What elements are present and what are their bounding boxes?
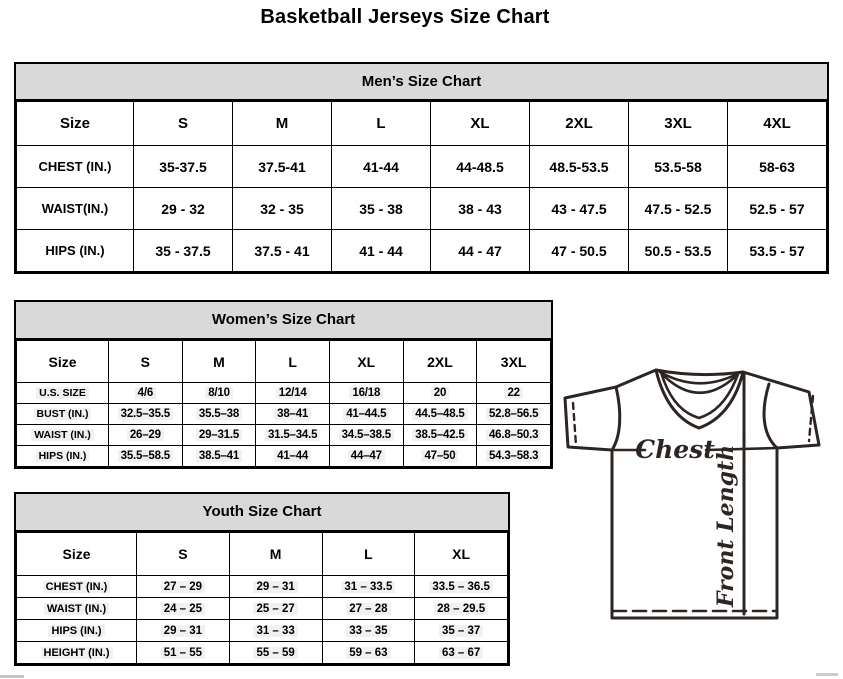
youth-size-table xyxy=(14,492,510,666)
size-value: 29–31.5 xyxy=(196,429,242,441)
size-value-cell xyxy=(229,642,322,664)
size-value: 44–47 xyxy=(348,450,385,462)
size-value: 48.5-53.5 xyxy=(549,158,609,175)
row-label xyxy=(17,146,134,188)
row-label-text: WAIST (IN.) xyxy=(44,603,109,615)
row-label-text: WAIST(IN.) xyxy=(41,201,109,216)
row-label-text: HIPS (IN.) xyxy=(45,243,105,258)
size-value-cell xyxy=(403,425,477,446)
row-label-text: HIPS (IN.) xyxy=(48,625,104,637)
size-value: 41–44.5 xyxy=(343,408,389,420)
table-row xyxy=(17,642,508,664)
size-value: 35 – 37 xyxy=(439,625,483,637)
size-value: 41 - 44 xyxy=(359,242,403,259)
size-value: 27 – 29 xyxy=(161,581,205,593)
size-value-cell xyxy=(415,620,508,642)
size-value-cell xyxy=(322,620,415,642)
size-value-cell xyxy=(728,146,827,188)
size-value-cell xyxy=(329,383,403,404)
size-value-cell xyxy=(229,576,322,598)
table-row xyxy=(17,446,551,467)
size-value-cell xyxy=(233,230,332,272)
size-value: 41-44 xyxy=(363,158,399,175)
size-value-cell xyxy=(332,188,431,230)
size-value-cell xyxy=(431,188,530,230)
size-value: 38.5–42.5 xyxy=(412,429,467,441)
size-value-cell xyxy=(182,446,256,467)
womens-size-table xyxy=(14,300,553,469)
column-header: XL xyxy=(415,533,508,576)
jersey-outline-icon xyxy=(555,362,843,628)
page-title: Basketball Jerseys Size Chart xyxy=(260,6,550,28)
size-value: 8/10 xyxy=(205,387,233,399)
size-value-cell xyxy=(530,188,629,230)
table-row xyxy=(17,404,551,425)
table-row xyxy=(17,383,551,404)
size-value-cell xyxy=(332,146,431,188)
size-value: 54.3–58.3 xyxy=(486,450,541,462)
size-value-cell xyxy=(134,146,233,188)
size-value: 52.5 - 57 xyxy=(749,200,805,217)
size-value: 31 – 33.5 xyxy=(341,581,395,593)
size-value-cell xyxy=(256,425,330,446)
column-header: L xyxy=(332,102,431,146)
size-value-cell xyxy=(322,576,415,598)
size-value: 44-48.5 xyxy=(456,158,504,175)
left-cuff-dashed-line xyxy=(573,403,576,445)
column-header: M xyxy=(182,341,256,383)
size-value: 35 - 37.5 xyxy=(155,242,211,259)
size-value: 27 – 28 xyxy=(346,603,390,615)
column-header: 2XL xyxy=(530,102,629,146)
size-value-cell xyxy=(182,383,256,404)
size-value-cell xyxy=(329,425,403,446)
size-value: 22 xyxy=(504,387,522,399)
size-value-cell xyxy=(109,425,183,446)
row-label xyxy=(17,425,109,446)
size-value: 12/14 xyxy=(276,387,310,399)
row-label-text: BUST (IN.) xyxy=(34,408,92,420)
column-header: L xyxy=(322,533,415,576)
size-value: 47.5 - 52.5 xyxy=(644,200,712,217)
column-header: S xyxy=(137,533,230,576)
size-value-cell xyxy=(109,383,183,404)
size-corner-header: Size xyxy=(17,102,134,146)
size-value: 31 – 33 xyxy=(253,625,297,637)
size-value-cell xyxy=(137,576,230,598)
column-header: L xyxy=(256,341,330,383)
size-value-cell xyxy=(256,404,330,425)
row-label-text: WAIST (IN.) xyxy=(31,429,94,441)
size-value: 46.8–50.3 xyxy=(486,429,541,441)
size-value-cell xyxy=(530,230,629,272)
youth-table-title: Youth Size Chart xyxy=(16,494,508,532)
size-value-cell xyxy=(728,230,827,272)
size-value: 25 – 27 xyxy=(253,603,297,615)
size-value: 16/18 xyxy=(349,387,383,399)
row-label-text: HIPS (IN.) xyxy=(36,450,90,462)
size-value: 31.5–34.5 xyxy=(265,429,320,441)
size-value: 35.5–58.5 xyxy=(118,450,173,462)
size-value: 35-37.5 xyxy=(159,158,207,175)
size-value-cell xyxy=(629,146,728,188)
table-row xyxy=(17,576,508,598)
size-value: 26–29 xyxy=(127,429,164,441)
size-value: 43 - 47.5 xyxy=(551,200,607,217)
size-value-cell xyxy=(728,188,827,230)
mens-size-table xyxy=(14,62,829,274)
row-label-text: U.S. SIZE xyxy=(36,387,89,399)
size-value: 35.5–38 xyxy=(196,408,242,420)
youth-table-grid xyxy=(16,532,508,664)
size-value-cell xyxy=(477,446,551,467)
front-length-label: Front Length xyxy=(713,444,739,608)
size-value: 50.5 - 53.5 xyxy=(644,242,712,259)
size-value-cell xyxy=(134,230,233,272)
size-value-cell xyxy=(137,598,230,620)
column-header: XL xyxy=(431,102,530,146)
size-value-cell xyxy=(137,620,230,642)
size-value-cell xyxy=(629,188,728,230)
size-value: 24 – 25 xyxy=(161,603,205,615)
size-value-cell xyxy=(109,446,183,467)
size-value: 51 – 55 xyxy=(161,647,205,659)
womens-table-title: Women’s Size Chart xyxy=(16,302,551,340)
size-value-cell xyxy=(322,598,415,620)
size-value: 37.5-41 xyxy=(258,158,306,175)
table-row xyxy=(17,230,827,272)
left-sleeve-seam xyxy=(612,387,620,450)
size-value-cell xyxy=(182,404,256,425)
size-value-cell xyxy=(322,642,415,664)
chest-label: Chest xyxy=(635,435,715,464)
header-row xyxy=(17,102,827,146)
size-value-cell xyxy=(137,642,230,664)
size-value: 29 - 32 xyxy=(161,200,205,217)
size-value: 29 – 31 xyxy=(253,581,297,593)
table-row xyxy=(17,620,508,642)
size-value-cell xyxy=(256,446,330,467)
scrollbar-fragment-left[interactable] xyxy=(0,675,24,678)
row-label xyxy=(17,446,109,467)
row-label xyxy=(17,620,137,642)
size-value-cell xyxy=(329,446,403,467)
size-value-cell xyxy=(403,404,477,425)
column-header: 3XL xyxy=(477,341,551,383)
size-value-cell xyxy=(403,383,477,404)
size-value: 47–50 xyxy=(421,450,458,462)
scrollbar-fragment-right[interactable] xyxy=(816,673,838,676)
row-label xyxy=(17,642,137,664)
size-value: 53.5 - 57 xyxy=(749,242,805,259)
size-value-cell xyxy=(332,230,431,272)
size-value-cell xyxy=(629,230,728,272)
size-value: 55 – 59 xyxy=(253,647,297,659)
size-value: 38–41 xyxy=(274,408,311,420)
row-label xyxy=(17,598,137,620)
row-label xyxy=(17,404,109,425)
header-row xyxy=(17,533,508,576)
size-value-cell xyxy=(233,146,332,188)
jersey-measurement-diagram xyxy=(555,362,843,628)
size-value: 41–44 xyxy=(274,450,311,462)
column-header: 3XL xyxy=(629,102,728,146)
table-row xyxy=(17,598,508,620)
size-value: 32 - 35 xyxy=(260,200,304,217)
size-value: 53.5-58 xyxy=(654,158,702,175)
column-header: 4XL xyxy=(728,102,827,146)
size-value: 29 – 31 xyxy=(161,625,205,637)
size-value-cell xyxy=(329,404,403,425)
header-row xyxy=(17,341,551,383)
collar-v-outer xyxy=(656,370,743,428)
table-row xyxy=(17,188,827,230)
size-value: 33.5 – 36.5 xyxy=(429,581,493,593)
size-value: 4/6 xyxy=(135,387,156,399)
jersey-body-outline xyxy=(565,370,819,618)
column-header: M xyxy=(233,102,332,146)
size-value: 47 - 50.5 xyxy=(551,242,607,259)
size-value-cell xyxy=(229,620,322,642)
size-value: 59 – 63 xyxy=(346,647,390,659)
mens-table-title: Men’s Size Chart xyxy=(16,64,827,101)
size-value: 44 - 47 xyxy=(458,242,502,259)
size-corner-header: Size xyxy=(17,533,137,576)
row-label-text: CHEST (IN.) xyxy=(43,581,111,593)
size-value-cell xyxy=(431,146,530,188)
size-value-cell xyxy=(182,425,256,446)
size-value-cell xyxy=(530,146,629,188)
size-value-cell xyxy=(477,383,551,404)
size-corner-header: Size xyxy=(17,341,109,383)
column-header: 2XL xyxy=(403,341,477,383)
size-value: 63 – 67 xyxy=(439,647,483,659)
size-value-cell xyxy=(109,404,183,425)
size-value: 37.5 - 41 xyxy=(254,242,310,259)
size-value: 33 – 35 xyxy=(346,625,390,637)
size-value: 20 xyxy=(431,387,449,399)
size-value: 38 - 43 xyxy=(458,200,502,217)
size-value-cell xyxy=(256,383,330,404)
size-value: 34.5–38.5 xyxy=(339,429,394,441)
column-header: M xyxy=(229,533,322,576)
column-header: XL xyxy=(329,341,403,383)
size-value-cell xyxy=(415,642,508,664)
size-value: 35 - 38 xyxy=(359,200,403,217)
size-value: 52.8–56.5 xyxy=(486,408,541,420)
column-header: S xyxy=(109,341,183,383)
row-label-text: CHEST (IN.) xyxy=(38,159,112,174)
row-label xyxy=(17,383,109,404)
row-label-text: HEIGHT (IN.) xyxy=(41,647,113,659)
size-value-cell xyxy=(415,598,508,620)
size-value-cell xyxy=(477,425,551,446)
right-sleeve-seam xyxy=(764,384,777,448)
size-value: 38.5–41 xyxy=(196,450,242,462)
column-header: S xyxy=(134,102,233,146)
table-row xyxy=(17,425,551,446)
size-value-cell xyxy=(431,230,530,272)
mens-table-grid xyxy=(16,101,827,272)
size-value-cell xyxy=(477,404,551,425)
row-label xyxy=(17,188,134,230)
size-value-cell xyxy=(403,446,477,467)
size-value: 58-63 xyxy=(759,158,795,175)
row-label xyxy=(17,576,137,598)
size-value: 44.5–48.5 xyxy=(412,408,467,420)
size-value-cell xyxy=(233,188,332,230)
size-value-cell xyxy=(415,576,508,598)
womens-table-grid xyxy=(16,340,551,467)
size-value: 32.5–35.5 xyxy=(118,408,173,420)
size-value-cell xyxy=(134,188,233,230)
size-value-cell xyxy=(229,598,322,620)
size-value: 28 – 29.5 xyxy=(434,603,488,615)
table-row xyxy=(17,146,827,188)
row-label xyxy=(17,230,134,272)
